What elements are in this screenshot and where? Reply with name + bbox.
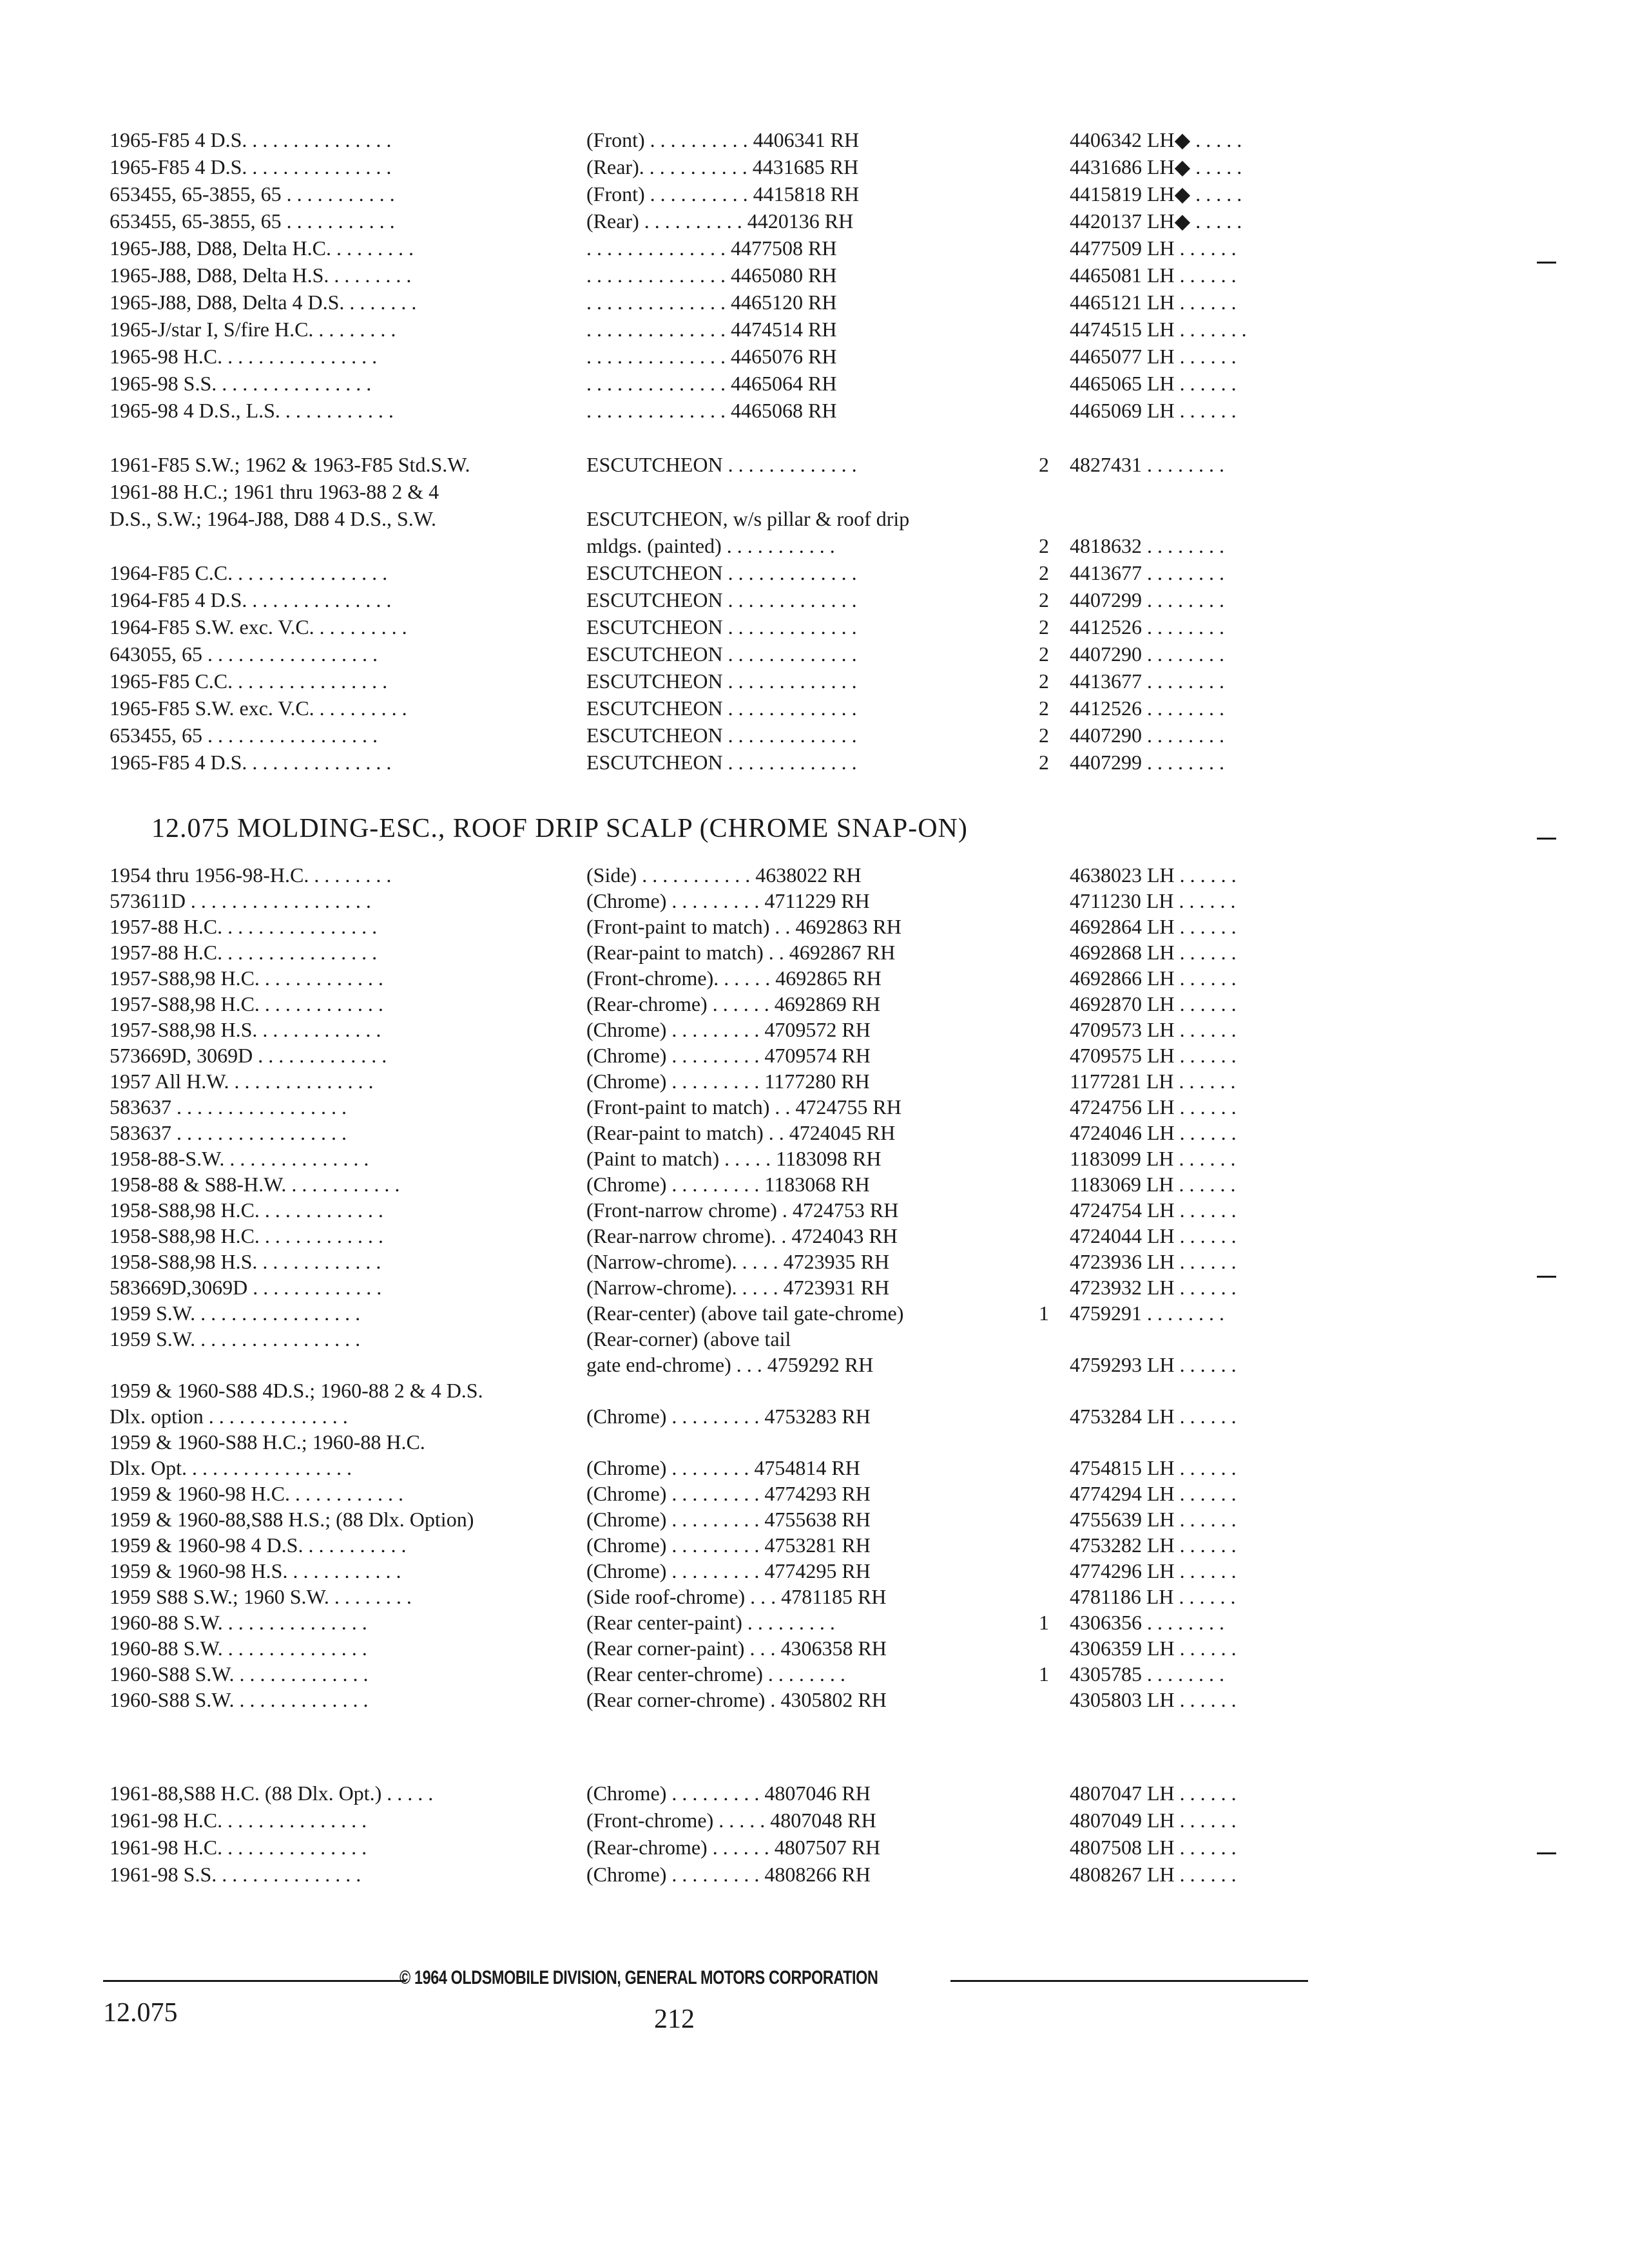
quantity-cell: 2 — [1039, 669, 1049, 693]
description-cell: ESCUTCHEON . . . . . . . . . . . . . — [586, 669, 857, 693]
description-cell: ESCUTCHEON . . . . . . . . . . . . . — [586, 642, 857, 666]
table-row — [110, 888, 1334, 914]
part-number-cell: 4407299 . . . . . . . . — [1070, 751, 1224, 774]
description-cell: mldgs. (painted) . . . . . . . . . . . — [586, 534, 835, 557]
margin-mark — [1537, 838, 1556, 840]
application-cell: 1959 & 1960-98 H.C. . . . . . . . . . . . — [110, 1482, 403, 1505]
lh-part-cell: 4807508 LH . . . . . . — [1070, 1836, 1237, 1859]
description-cell: ESCUTCHEON, w/s pillar & roof drip — [586, 507, 910, 530]
table-row — [110, 1171, 1334, 1197]
table-row — [110, 939, 1334, 965]
description-cell: (Chrome) . . . . . . . . . 4774293 RH — [586, 1482, 871, 1505]
part-list-block-1 — [110, 126, 1334, 424]
description-cell: ESCUTCHEON . . . . . . . . . . . . . — [586, 724, 857, 747]
table-row — [110, 316, 1334, 343]
description-cell: ESCUTCHEON . . . . . . . . . . . . . — [586, 453, 857, 476]
description-cell: (Front) . . . . . . . . . . 4415818 RH — [586, 182, 860, 206]
description-cell: ESCUTCHEON . . . . . . . . . . . . . — [586, 751, 857, 774]
table-row — [110, 1223, 1334, 1249]
description-cell: (Narrow-chrome). . . . . 4723935 RH — [586, 1250, 890, 1273]
table-row — [110, 1584, 1334, 1610]
part-number-cell: 4407299 . . . . . . . . — [1070, 588, 1224, 611]
part-number-cell: 4818632 . . . . . . . . — [1070, 534, 1224, 557]
table-row — [110, 862, 1334, 888]
description-cell: (Paint to match) . . . . . 1183098 RH — [586, 1147, 882, 1170]
table-row — [110, 1635, 1334, 1661]
table-row — [110, 1861, 1334, 1888]
application-cell: 1959 & 1960-88,S88 H.S.; (88 Dlx. Option) — [110, 1508, 474, 1531]
lh-part-cell: 4753282 LH . . . . . . — [1070, 1533, 1237, 1557]
description-cell: (Rear-chrome) . . . . . . 4807507 RH — [586, 1836, 881, 1859]
lh-part-cell: 4709573 LH . . . . . . — [1070, 1018, 1237, 1041]
application-cell: 1957-88 H.C. . . . . . . . . . . . . . . . — [110, 915, 378, 938]
description-cell: (Chrome) . . . . . . . . . 1177280 RH — [586, 1070, 870, 1093]
application-cell: 1960-S88 S.W. . . . . . . . . . . . . . — [110, 1688, 369, 1711]
lh-part-cell: 4415819 LH◆ . . . . . — [1070, 182, 1242, 206]
table-row — [110, 914, 1334, 939]
lh-part-cell: 4723936 LH . . . . . . — [1070, 1250, 1237, 1273]
table-row — [110, 613, 1334, 640]
table-row — [110, 505, 1334, 532]
description-cell: (Front-paint to match) . . 4692863 RH — [586, 915, 901, 938]
lh-part-cell: 4774296 LH . . . . . . — [1070, 1559, 1237, 1582]
lh-part-cell: 4692868 LH . . . . . . — [1070, 941, 1237, 964]
application-cell: 1965-F85 S.W. exc. V.C. . . . . . . . . . — [110, 697, 407, 720]
description-cell: (Front) . . . . . . . . . . 4406341 RH — [586, 128, 860, 151]
application-cell: 1961-88 H.C.; 1961 thru 1963-88 2 & 4 — [110, 480, 439, 503]
escutcheon-list — [110, 451, 1334, 776]
table-row — [110, 1403, 1334, 1429]
application-cell: 653455, 65 . . . . . . . . . . . . . . . . . — [110, 724, 378, 747]
description-cell: . . . . . . . . . . . . . . 4465080 RH — [586, 264, 837, 287]
application-cell: 653455, 65-3855, 65 . . . . . . . . . . . — [110, 182, 395, 206]
table-row — [110, 722, 1334, 749]
application-cell: 1957-S88,98 H.C. . . . . . . . . . . . . — [110, 966, 383, 990]
table-row — [110, 559, 1334, 586]
description-cell: (Chrome) . . . . . . . . . 4711229 RH — [586, 889, 870, 912]
description-cell: (Chrome) . . . . . . . . . 4753283 RH — [586, 1405, 871, 1428]
table-row — [110, 235, 1334, 262]
description-cell: ESCUTCHEON . . . . . . . . . . . . . — [586, 615, 857, 639]
table-row — [110, 370, 1334, 397]
table-row — [110, 153, 1334, 180]
application-cell: 1959 S.W. . . . . . . . . . . . . . . . . — [110, 1327, 361, 1350]
table-row — [110, 1300, 1334, 1326]
table-row — [110, 1249, 1334, 1274]
application-cell: 1958-88 & S88-H.W. . . . . . . . . . . . — [110, 1173, 400, 1196]
application-cell: 1965-F85 4 D.S. . . . . . . . . . . . . . . — [110, 751, 392, 774]
application-cell: 1965-J88, D88, Delta H.S. . . . . . . . . — [110, 264, 412, 287]
page-number: 212 — [654, 2004, 695, 2034]
application-cell: 1961-98 S.S. . . . . . . . . . . . . . . — [110, 1863, 361, 1886]
lh-part-cell: 4305803 LH . . . . . . — [1070, 1688, 1237, 1711]
description-cell: (Rear center-chrome) . . . . . . . . — [586, 1662, 845, 1686]
quantity-cell: 2 — [1039, 615, 1049, 639]
table-row — [110, 451, 1334, 478]
margin-mark — [1537, 1852, 1556, 1854]
description-cell: (Chrome) . . . . . . . . . 4807046 RH — [586, 1782, 871, 1805]
application-cell: 1957-S88,98 H.S. . . . . . . . . . . . . — [110, 1018, 381, 1041]
application-cell: 573669D, 3069D . . . . . . . . . . . . . — [110, 1044, 387, 1067]
table-row — [110, 289, 1334, 316]
description-cell: . . . . . . . . . . . . . . 4465068 RH — [586, 399, 837, 422]
description-cell: (Rear-paint to match) . . 4692867 RH — [586, 941, 896, 964]
application-cell: 1960-88 S.W. . . . . . . . . . . . . . . — [110, 1637, 367, 1660]
application-cell: 1958-S88,98 H.C. . . . . . . . . . . . . — [110, 1198, 383, 1222]
application-cell: 1964-F85 C.C. . . . . . . . . . . . . . . . — [110, 561, 388, 584]
lh-part-cell: 4477509 LH . . . . . . — [1070, 236, 1237, 260]
table-row — [110, 1352, 1334, 1378]
part-number-cell: 4827431 . . . . . . . . — [1070, 453, 1224, 476]
lh-part-cell: 4753284 LH . . . . . . — [1070, 1405, 1237, 1428]
application-cell: 1965-F85 C.C. . . . . . . . . . . . . . . . — [110, 669, 388, 693]
description-cell: (Chrome) . . . . . . . . . 4808266 RH — [586, 1863, 871, 1886]
lh-part-cell: 4306359 LH . . . . . . — [1070, 1637, 1237, 1660]
table-row — [110, 1120, 1334, 1146]
application-cell: D.S., S.W.; 1964-J88, D88 4 D.S., S.W. — [110, 507, 437, 530]
margin-mark — [1537, 1276, 1556, 1278]
table-row — [110, 1043, 1334, 1068]
table-row — [110, 586, 1334, 613]
table-row — [110, 668, 1334, 695]
lh-part-cell: 4781186 LH . . . . . . — [1070, 1585, 1236, 1608]
application-cell: 1965-J88, D88, Delta H.C. . . . . . . . . — [110, 236, 414, 260]
application-cell: 1958-S88,98 H.S. . . . . . . . . . . . . — [110, 1250, 381, 1273]
application-cell: 653455, 65-3855, 65 . . . . . . . . . . . — [110, 209, 395, 233]
description-cell: (Chrome) . . . . . . . . . 4774295 RH — [586, 1559, 871, 1582]
roof-drip-scalp-list — [110, 862, 1334, 1713]
lh-part-cell: 4431686 LH◆ . . . . . — [1070, 155, 1242, 178]
table-row — [110, 1532, 1334, 1558]
description-cell: ESCUTCHEON . . . . . . . . . . . . . — [586, 697, 857, 720]
table-row — [110, 1326, 1334, 1352]
lh-part-cell: 4807047 LH . . . . . . — [1070, 1782, 1237, 1805]
application-cell: 1961-F85 S.W.; 1962 & 1963-F85 Std.S.W. — [110, 453, 470, 476]
table-row — [110, 1481, 1334, 1506]
lh-part-cell: 1177281 LH . . . . . . — [1070, 1070, 1236, 1093]
lh-part-cell: 4465081 LH . . . . . . — [1070, 264, 1237, 287]
description-cell: ESCUTCHEON . . . . . . . . . . . . . — [586, 561, 857, 584]
table-row — [110, 1146, 1334, 1171]
application-cell: 1965-98 4 D.S., L.S. . . . . . . . . . . . — [110, 399, 394, 422]
table-row — [110, 207, 1334, 235]
application-cell: Dlx. option . . . . . . . . . . . . . . — [110, 1405, 348, 1428]
application-cell: 1965-F85 4 D.S. . . . . . . . . . . . . . . — [110, 128, 392, 151]
application-cell: 1965-J88, D88, Delta 4 D.S. . . . . . . . — [110, 291, 417, 314]
table-row — [110, 991, 1334, 1017]
description-cell: (Rear corner-paint) . . . 4306358 RH — [586, 1637, 887, 1660]
description-cell: . . . . . . . . . . . . . . 4465120 RH — [586, 291, 837, 314]
table-row — [110, 1558, 1334, 1584]
application-cell: 1959 S.W. . . . . . . . . . . . . . . . . — [110, 1302, 361, 1325]
part-number-cell: 4407290 . . . . . . . . — [1070, 642, 1224, 666]
description-cell: (Rear-chrome) . . . . . . 4692869 RH — [586, 992, 881, 1015]
lh-part-cell: 4692866 LH . . . . . . — [1070, 966, 1237, 990]
section-number: 12.075 — [103, 1998, 178, 2028]
description-cell: (Chrome) . . . . . . . . . 4755638 RH — [586, 1508, 871, 1531]
description-cell: (Side roof-chrome) . . . 4781185 RH — [586, 1585, 887, 1608]
table-row — [110, 1378, 1334, 1403]
application-cell: 1961-98 H.C. . . . . . . . . . . . . . . — [110, 1836, 367, 1859]
quantity-cell: 1 — [1039, 1662, 1049, 1686]
part-number-cell: 4412526 . . . . . . . . — [1070, 697, 1224, 720]
application-cell: 1960-88 S.W. . . . . . . . . . . . . . . — [110, 1611, 367, 1634]
application-cell: 583637 . . . . . . . . . . . . . . . . . — [110, 1095, 347, 1119]
description-cell: (Front-paint to match) . . 4724755 RH — [586, 1095, 901, 1119]
quantity-cell: 2 — [1039, 534, 1049, 557]
lh-part-cell: 4306356 . . . . . . . . — [1070, 1611, 1224, 1634]
lh-part-cell: 4305785 . . . . . . . . — [1070, 1662, 1224, 1686]
footer-rule-left — [103, 1980, 406, 1982]
lh-part-cell: 4711230 LH . . . . . . — [1070, 889, 1236, 912]
description-cell: (Chrome) . . . . . . . . . 4709572 RH — [586, 1018, 871, 1041]
description-cell: (Rear) . . . . . . . . . . 4420136 RH — [586, 209, 854, 233]
table-row — [110, 180, 1334, 207]
description-cell: (Rear-center) (above tail gate-chrome) — [586, 1302, 904, 1325]
table-row — [110, 1094, 1334, 1120]
application-cell: Dlx. Opt. . . . . . . . . . . . . . . . . — [110, 1456, 352, 1479]
application-cell: 1965-98 S.S. . . . . . . . . . . . . . . . — [110, 372, 372, 395]
table-row — [110, 640, 1334, 668]
table-row — [110, 1506, 1334, 1532]
description-cell: . . . . . . . . . . . . . . 4465064 RH — [586, 372, 837, 395]
table-row — [110, 1017, 1334, 1043]
description-cell: (Side) . . . . . . . . . . . 4638022 RH — [586, 863, 862, 887]
lh-part-cell: 4759293 LH . . . . . . — [1070, 1353, 1237, 1376]
lh-part-cell: 1183099 LH . . . . . . — [1070, 1147, 1236, 1170]
quantity-cell: 2 — [1039, 751, 1049, 774]
quantity-cell: 2 — [1039, 561, 1049, 584]
application-cell: 583637 . . . . . . . . . . . . . . . . . — [110, 1121, 347, 1144]
lh-part-cell: 1183069 LH . . . . . . — [1070, 1173, 1236, 1196]
lh-part-cell: 4755639 LH . . . . . . — [1070, 1508, 1237, 1531]
application-cell: 1959 & 1960-98 4 D.S. . . . . . . . . . . — [110, 1533, 407, 1557]
application-cell: 1957 All H.W. . . . . . . . . . . . . . . — [110, 1070, 374, 1093]
description-cell: . . . . . . . . . . . . . . 4465076 RH — [586, 345, 837, 368]
application-cell: 1959 & 1960-S88 H.C.; 1960-88 H.C. — [110, 1430, 425, 1454]
description-cell: (Rear center-paint) . . . . . . . . . — [586, 1611, 835, 1634]
lh-part-cell: 4465077 LH . . . . . . — [1070, 345, 1237, 368]
lh-part-cell: 4465069 LH . . . . . . — [1070, 399, 1237, 422]
application-cell: 1959 S88 S.W.; 1960 S.W. . . . . . . . . — [110, 1585, 412, 1608]
quantity-cell: 2 — [1039, 642, 1049, 666]
part-list-block-4 — [110, 1780, 1334, 1888]
copyright-notice: © 1964 OLDSMOBILE DIVISION, GENERAL MOTORS CORPORATION — [400, 1967, 878, 1988]
table-row — [110, 1687, 1334, 1713]
lh-part-cell: 4774294 LH . . . . . . — [1070, 1482, 1237, 1505]
lh-part-cell: 4754815 LH . . . . . . — [1070, 1456, 1237, 1479]
application-cell: 1964-F85 4 D.S. . . . . . . . . . . . . . . — [110, 588, 392, 611]
table-row — [110, 1610, 1334, 1635]
description-cell: (Chrome) . . . . . . . . . 1183068 RH — [586, 1173, 870, 1196]
lh-part-cell: 4709575 LH . . . . . . — [1070, 1044, 1237, 1067]
lh-part-cell: 4808267 LH . . . . . . — [1070, 1863, 1237, 1886]
application-cell: 1960-S88 S.W. . . . . . . . . . . . . . — [110, 1662, 369, 1686]
application-cell: 1958-S88,98 H.C. . . . . . . . . . . . . — [110, 1224, 383, 1247]
description-cell: (Front-chrome). . . . . . 4692865 RH — [586, 966, 882, 990]
quantity-cell: 2 — [1039, 453, 1049, 476]
description-cell: (Rear-corner) (above tail — [586, 1327, 791, 1350]
quantity-cell: 1 — [1039, 1611, 1049, 1634]
lh-part-cell: 4724044 LH . . . . . . — [1070, 1224, 1237, 1247]
lh-part-cell: 4465121 LH . . . . . . — [1070, 291, 1237, 314]
table-row — [110, 478, 1334, 505]
table-row — [110, 695, 1334, 722]
lh-part-cell: 4692870 LH . . . . . . — [1070, 992, 1237, 1015]
part-number-cell: 4407290 . . . . . . . . — [1070, 724, 1224, 747]
part-number-cell: 4413677 . . . . . . . . — [1070, 669, 1224, 693]
description-cell: (Rear corner-chrome) . 4305802 RH — [586, 1688, 887, 1711]
quantity-cell: 2 — [1039, 724, 1049, 747]
application-cell: 1954 thru 1956-98-H.C. . . . . . . . . — [110, 863, 392, 887]
lh-part-cell: 4724756 LH . . . . . . — [1070, 1095, 1237, 1119]
table-row — [110, 262, 1334, 289]
application-cell: 1959 & 1960-98 H.S. . . . . . . . . . . . — [110, 1559, 401, 1582]
lh-part-cell: 4420137 LH◆ . . . . . — [1070, 209, 1242, 233]
description-cell: . . . . . . . . . . . . . . 4474514 RH — [586, 318, 837, 341]
part-number-cell: 4413677 . . . . . . . . — [1070, 561, 1224, 584]
application-cell: 1961-98 H.C. . . . . . . . . . . . . . . — [110, 1809, 367, 1832]
quantity-cell: 2 — [1039, 588, 1049, 611]
table-row — [110, 1780, 1334, 1807]
quantity-cell: 1 — [1039, 1302, 1049, 1325]
description-cell: gate end-chrome) . . . 4759292 RH — [586, 1353, 874, 1376]
application-cell: 1961-88,S88 H.C. (88 Dlx. Opt.) . . . . . — [110, 1782, 434, 1805]
application-cell: 1965-J/star I, S/fire H.C. . . . . . . . . — [110, 318, 396, 341]
quantity-cell: 2 — [1039, 697, 1049, 720]
table-row — [110, 397, 1334, 424]
lh-part-cell: 4465065 LH . . . . . . — [1070, 372, 1237, 395]
lh-part-cell: 4474515 LH . . . . . . . — [1070, 318, 1247, 341]
table-row — [110, 1807, 1334, 1834]
table-row — [110, 343, 1334, 370]
description-cell: (Narrow-chrome). . . . . 4723931 RH — [586, 1276, 890, 1299]
application-cell: 1965-98 H.C. . . . . . . . . . . . . . . . — [110, 345, 378, 368]
description-cell: (Rear-narrow chrome). . 4724043 RH — [586, 1224, 898, 1247]
margin-mark — [1537, 262, 1556, 264]
table-row — [110, 126, 1334, 153]
table-row — [110, 965, 1334, 991]
table-row — [110, 532, 1334, 559]
table-row — [110, 1429, 1334, 1455]
lh-part-cell: 4406342 LH◆ . . . . . — [1070, 128, 1242, 151]
description-cell: (Rear-paint to match) . . 4724045 RH — [586, 1121, 896, 1144]
table-row — [110, 749, 1334, 776]
lh-part-cell: 4692864 LH . . . . . . — [1070, 915, 1237, 938]
application-cell: 643055, 65 . . . . . . . . . . . . . . . . . — [110, 642, 378, 666]
description-cell: (Rear). . . . . . . . . . . 4431685 RH — [586, 155, 859, 178]
description-cell: (Front-narrow chrome) . 4724753 RH — [586, 1198, 899, 1222]
table-row — [110, 1661, 1334, 1687]
description-cell: (Chrome) . . . . . . . . 4754814 RH — [586, 1456, 860, 1479]
lh-part-cell: 4759291 . . . . . . . . — [1070, 1302, 1224, 1325]
application-cell: 573611D . . . . . . . . . . . . . . . . . . — [110, 889, 371, 912]
table-row — [110, 1197, 1334, 1223]
application-cell: 1964-F85 S.W. exc. V.C. . . . . . . . . . — [110, 615, 407, 639]
description-cell: (Front-chrome) . . . . . 4807048 RH — [586, 1809, 876, 1832]
description-cell: ESCUTCHEON . . . . . . . . . . . . . — [586, 588, 857, 611]
footer-rule-right — [950, 1980, 1308, 1982]
application-cell: 1957-S88,98 H.C. . . . . . . . . . . . . — [110, 992, 383, 1015]
part-number-cell: 4412526 . . . . . . . . — [1070, 615, 1224, 639]
lh-part-cell: 4724046 LH . . . . . . — [1070, 1121, 1237, 1144]
application-cell: 1965-F85 4 D.S. . . . . . . . . . . . . . . — [110, 155, 392, 178]
description-cell: (Chrome) . . . . . . . . . 4753281 RH — [586, 1533, 871, 1557]
lh-part-cell: 4723932 LH . . . . . . — [1070, 1276, 1237, 1299]
application-cell: 1957-88 H.C. . . . . . . . . . . . . . . . — [110, 941, 378, 964]
lh-part-cell: 4807049 LH . . . . . . — [1070, 1809, 1237, 1832]
table-row — [110, 1455, 1334, 1481]
section-heading: 12.075 MOLDING-ESC., ROOF DRIP SCALP (CHROME SNAP-ON) — [151, 814, 968, 843]
description-cell: . . . . . . . . . . . . . . 4477508 RH — [586, 236, 837, 260]
table-row — [110, 1068, 1334, 1094]
description-cell: (Chrome) . . . . . . . . . 4709574 RH — [586, 1044, 871, 1067]
lh-part-cell: 4724754 LH . . . . . . — [1070, 1198, 1237, 1222]
lh-part-cell: 4638023 LH . . . . . . — [1070, 863, 1237, 887]
table-row — [110, 1274, 1334, 1300]
application-cell: 583669D,3069D . . . . . . . . . . . . . — [110, 1276, 382, 1299]
application-cell: 1959 & 1960-S88 4D.S.; 1960-88 2 & 4 D.S. — [110, 1379, 483, 1402]
table-row — [110, 1834, 1334, 1861]
application-cell: 1958-88-S.W. . . . . . . . . . . . . . . — [110, 1147, 369, 1170]
